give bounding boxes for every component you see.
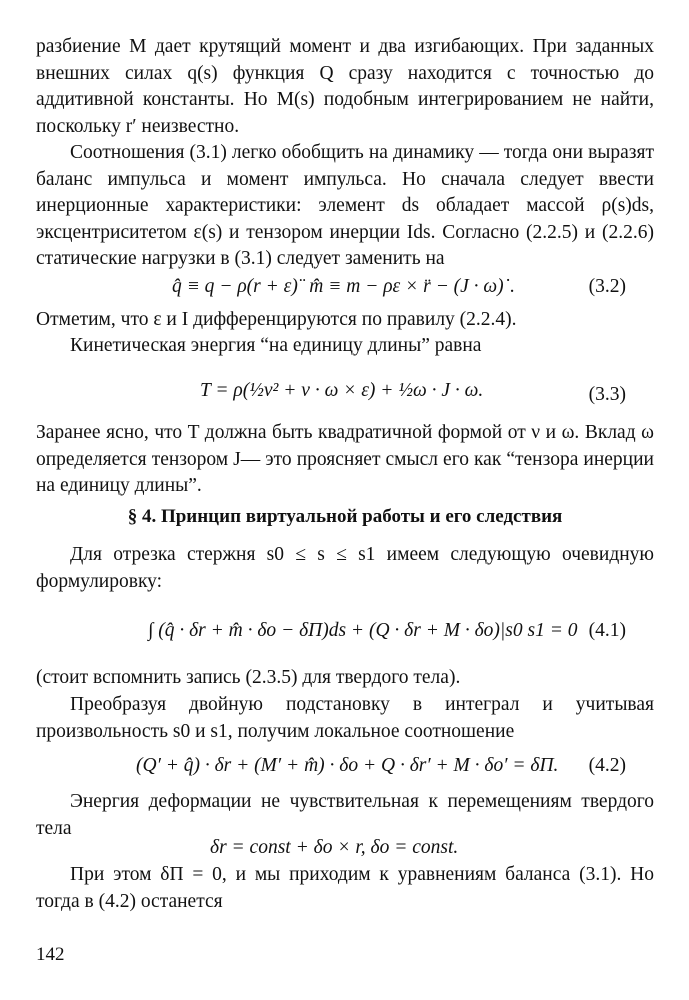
equation-3-3-body: T = ρ(½ν² + ν · ω × ε) + ½ω · J · ω. bbox=[200, 380, 484, 401]
section-heading: § 4. Принцип виртуальной работы и его следствия bbox=[127, 506, 563, 527]
paragraph-5: Заранее ясно, что T должна быть квадратичной формой от ν и ω. Вклад ω определяется тензором J— это проясняет смысл его как “тензора инерции на единицу длины”. bbox=[36, 422, 654, 496]
paragraph-2: Соотношения (3.1) легко обобщить на динамику — тогда они выразят баланс импульса и момент импульса. Но сначала следует ввести инерционные характеристики: элемент ds обладает массой ρ(s)ds, эксцентриситетом ε(s) и тензором инерции Ids. Согласно (2.2.5) и (2.2.6) статические нагрузки в (3.1) следует заменить на bbox=[36, 142, 654, 269]
equation-4-2 bbox=[36, 753, 654, 783]
paragraph-3: Отметим, что ε и I дифференцируются по правилу (2.2.4). bbox=[36, 309, 517, 330]
equation-3-3-number: (3.3) bbox=[588, 384, 626, 405]
paragraph-10: При этом δΠ = 0, и мы приходим к уравнениям баланса (3.1). Но тогда в (4.2) останется bbox=[36, 864, 654, 912]
equation-3-2 bbox=[36, 274, 654, 302]
equation-3-3 bbox=[36, 372, 654, 412]
equation-4-1-number: (4.1) bbox=[588, 620, 626, 641]
equation-4-1-body: ∫ (q̂ · δr + m̂ · δo − δΠ)ds + (Q · δr + M · δo)|s0 s1 = 0 bbox=[148, 620, 578, 641]
equation-4-2-number: (4.2) bbox=[588, 755, 626, 776]
paragraph-8: Преобразуя двойную подстановку в интеграл и учитывая произвольность s0 и s1, получим локальное соотношение bbox=[36, 694, 654, 742]
paragraph-1: разбиение M дает крутящий момент и два изгибающих. При заданных внешних силах q(s) функция Q сразу находится с точностью до аддитивной константы. Но M(s) подобным интегрированием не найти, поскольку r′ неизвестно. bbox=[36, 36, 654, 137]
paragraph-6: Для отрезка стержня s0 ≤ s ≤ s1 имеем следующую очевидную формулировку: bbox=[36, 544, 654, 592]
equation-4-2-body: (Q′ + q̂) · δr + (M′ + m̂) · δo + Q · δr′ + M · δo′ = δΠ. bbox=[136, 755, 559, 776]
page-number: 142 bbox=[36, 944, 65, 965]
equation-3-2-body: q̂ ≡ q − ρ(r + ε)¨ m̂ ≡ m − ρε × r̈ − (J · ω)˙. bbox=[172, 276, 516, 297]
equation-rigid-body bbox=[36, 835, 654, 863]
paragraph-9: Энергия деформации не чувствительная к перемещениям твердого тела bbox=[36, 791, 654, 839]
equation-3-2-number: (3.2) bbox=[588, 276, 626, 297]
equation-4-1 bbox=[36, 598, 654, 666]
equation-rigid-body-text: δr = const + δo × r, δo = const. bbox=[210, 837, 459, 858]
paragraph-7: (стоит вспомнить запись (2.3.5) для твердого тела). bbox=[36, 667, 461, 688]
paragraph-4: Кинетическая энергия “на единицу длины” равна bbox=[70, 335, 482, 356]
